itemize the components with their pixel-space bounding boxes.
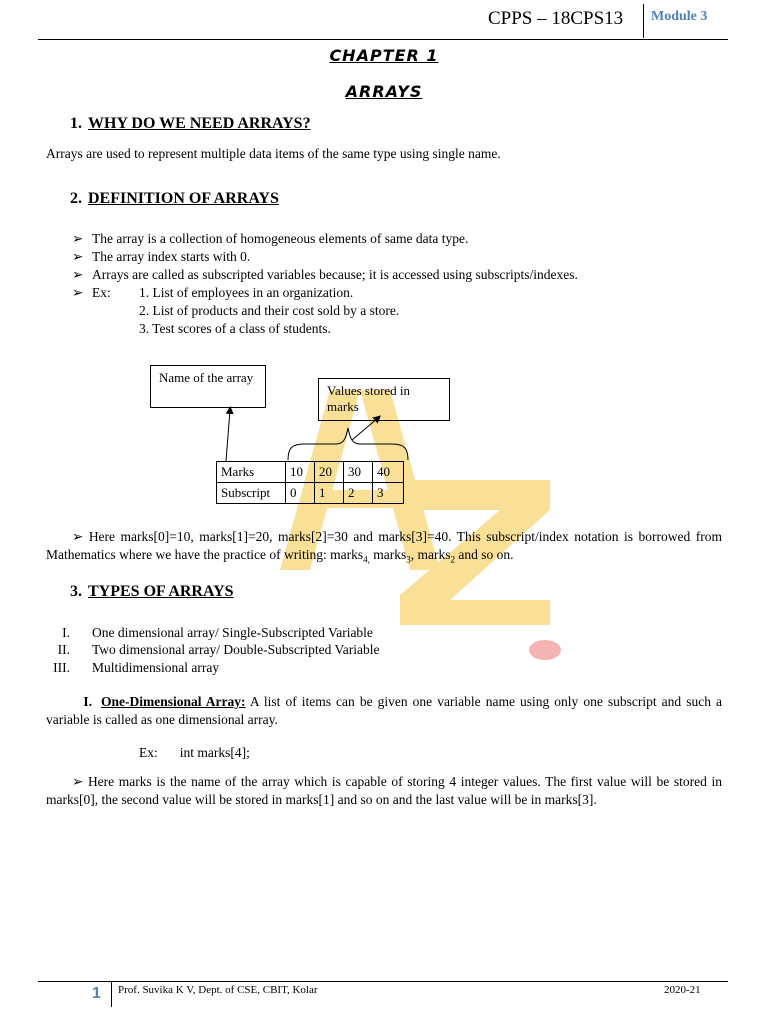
example-line: 2. List of products and their cost sold by a store. [139, 303, 400, 318]
subscript-cell: 3 [373, 483, 404, 504]
value-cell: 30 [344, 462, 373, 483]
value-cell: 20 [315, 462, 344, 483]
bullet-item: ➢ The array index starts with 0. [72, 249, 251, 264]
header-divider [643, 4, 644, 38]
bullet-item: ➢ The array is a collection of homogeneous elements of same data type. [72, 231, 469, 246]
subscript-cell: 1 [315, 483, 344, 504]
header-title: CPPS – 18CPS13 [488, 8, 624, 29]
one-d-note: ➢ Here marks is the name of the array which is capable of storing 4 integer values. The first value will be stored in marks[0], the second value will be stored in marks[1] and so on and the last value will be in marks[3]. [46, 774, 723, 807]
section-3-heading [70, 583, 234, 601]
section-1-title: WHY DO WE NEED ARRAYS? [88, 115, 311, 132]
diagram-arrows [200, 400, 460, 470]
example-line: 1. List of employees in an organization. [139, 285, 354, 300]
footer-divider [111, 981, 112, 1007]
footer-year: 2020-21 [664, 984, 701, 996]
header-module: Module 3 [651, 9, 708, 24]
header-rule [38, 39, 728, 40]
one-d-code: int marks[4]; [179, 745, 250, 760]
footer-rule [38, 981, 728, 982]
section-2-title: DEFINITION OF ARRAYS [88, 190, 279, 207]
bullet-item-example: ➢ Ex: [72, 285, 111, 300]
page-number: 1 [92, 985, 101, 1002]
section-3-number: 3. [70, 583, 82, 600]
footer-author: Prof. Suvika K V, Dept. of CSE, CBIT, Kolar [118, 984, 318, 996]
table-row [217, 462, 404, 483]
one-d-paragraph [46, 693, 722, 729]
section-1-heading [70, 115, 311, 133]
one-d-example: Ex: int marks[4]; [139, 745, 250, 760]
section-2-number: 2. [70, 190, 82, 207]
example-line: 3. Test scores of a class of students. [139, 321, 331, 336]
row-label-marks: Marks [217, 462, 286, 483]
chapter-title: ARRAYS [345, 82, 423, 101]
subscript-cell: 2 [344, 483, 373, 504]
subscript-cell: 0 [286, 483, 315, 504]
value-cell: 10 [286, 462, 315, 483]
array-name-box: Name of the array [150, 365, 266, 408]
bullet-arrow: ➢ [72, 529, 89, 544]
bullet-item: ➢ Arrays are called as subscripted variables because; it is accessed using subscripts/indexes. [72, 267, 578, 282]
section-1-body: Arrays are used to represent multiple data items of the same type using single name. [46, 146, 501, 161]
row-label-subscript: Subscript [217, 483, 286, 504]
section-2-heading [70, 190, 279, 208]
one-d-number: I. [83, 694, 92, 709]
bullet-arrow: ➢ [72, 774, 88, 789]
array-table [216, 461, 404, 504]
one-d-title: One-Dimensional Array: [101, 694, 246, 709]
subscript-note: ➢ Here marks[0]=10, marks[1]=20, marks[2]=30 and marks[3]=40. This subscript/index notation is borrowed from Mathematics where we have the practice of writing: marks$_{4,}$ marks$_3$, marks$_2$ and so on. [46, 529, 723, 565]
one-d-body: A list of items can be given one variable name using only one subscript and such a variable is called as one dimensional array. [46, 694, 722, 727]
section-1-number: 1. [70, 115, 82, 132]
table-row [217, 483, 404, 504]
value-cell: 40 [373, 462, 404, 483]
chapter-number: CHAPTER 1 [329, 46, 439, 65]
values-box: Values stored in marks [318, 378, 450, 421]
section-3-title: TYPES OF ARRAYS [88, 583, 234, 600]
